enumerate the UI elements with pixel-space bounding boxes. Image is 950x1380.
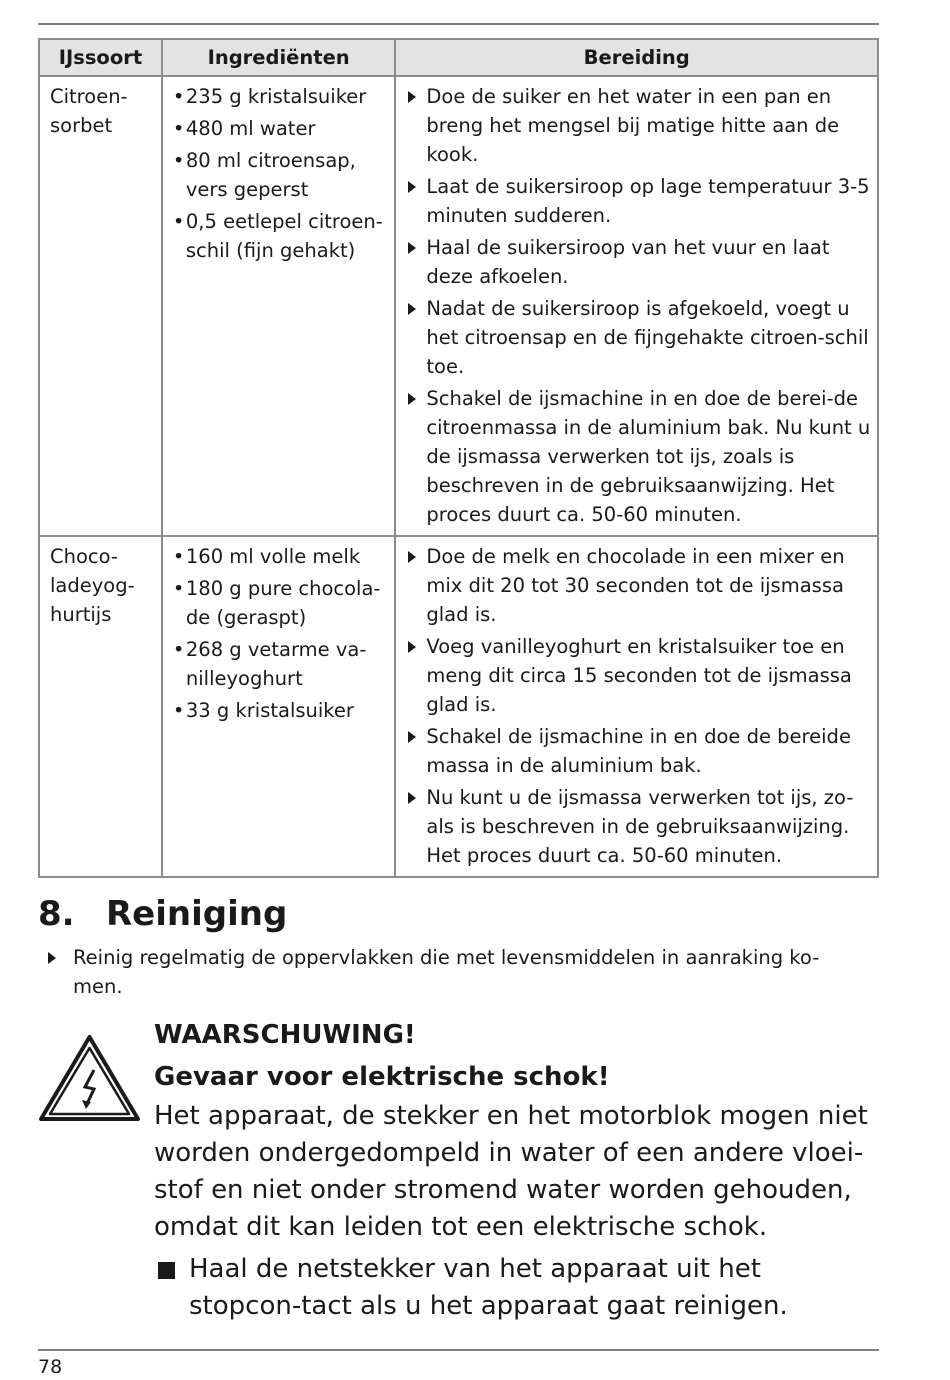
triangle-bullet-icon <box>408 731 416 743</box>
preparation-step <box>406 632 871 719</box>
triangle-bullet-icon <box>48 952 56 964</box>
ingredient-item: • 33 g kristalsuiker <box>173 696 389 725</box>
ingredient-list <box>173 82 389 265</box>
warning-instruction <box>154 1251 879 1325</box>
square-bullet-icon <box>158 1262 175 1279</box>
table-row <box>39 536 878 877</box>
ingredients-cell <box>162 536 396 877</box>
ingredient-item: • 180 g pure chocola-de (geraspt) <box>173 574 389 632</box>
preparation-cell <box>395 536 878 877</box>
preparation-steps <box>406 82 871 529</box>
electric-shock-warning-icon <box>38 1034 141 1122</box>
warning-subtitle: Gevaar voor elektrische schok! <box>154 1062 610 1092</box>
ingredient-item: • 235 g kristalsuiker <box>173 82 389 111</box>
preparation-step-text: Schakel de ijsmachine in en doe de bereide massa in de aluminium bak. <box>426 725 851 777</box>
preparation-step-text: Doe de melk en chocolade in een mixer en mix dit 20 tot 30 seconden tot de ijsmassa glad is. <box>426 545 845 626</box>
ingredient-item: • 0,5 eetlepel citroen-schil (fijn gehakt) <box>173 207 389 265</box>
header-bereiding: Bereiding <box>395 39 878 76</box>
ingredient-list <box>173 542 389 725</box>
preparation-step-text: Doe de suiker en het water in een pan en breng het mengsel bij matige hitte aan de kook. <box>426 85 840 166</box>
triangle-bullet-icon <box>408 792 416 804</box>
preparation-step <box>406 384 871 529</box>
triangle-bullet-icon <box>408 641 416 653</box>
preparation-step-text: Nadat de suikersiroop is afgekoeld, voegt u het citroensap en de fijngehakte citroen-schil toe. <box>426 297 869 378</box>
ingredients-cell <box>162 76 396 536</box>
preparation-step-text: Schakel de ijsmachine in en doe de berei-de citroenmassa in de aluminium bak. Nu kunt u de ijsmassa verwerken tot ijs, zoals is beschreven in de gebruiksaanwijzing. Het proces duurt ca. 50-60 minuten. <box>426 387 871 526</box>
triangle-bullet-icon <box>408 181 416 193</box>
warning-block <box>154 1014 879 1325</box>
table-header-row <box>39 39 878 76</box>
preparation-step-text: Laat de suikersiroop op lage temperatuur 3-5 minuten sudderen. <box>426 175 870 227</box>
warning-title: WAARSCHUWING! <box>154 1020 416 1050</box>
section-heading <box>38 892 287 936</box>
ingredient-item: • 160 ml volle melk <box>173 542 389 571</box>
section-number: 8. <box>38 894 75 934</box>
header-ijssoort: IJssoort <box>39 39 162 76</box>
preparation-step-text: Nu kunt u de ijsmassa verwerken tot ijs, zo-als is beschreven in de gebruiksaanwijzing. Het proces duurt ca. 50-60 minuten. <box>426 786 854 867</box>
ingredient-item: • 480 ml water <box>173 114 389 143</box>
preparation-step <box>406 172 871 230</box>
section-title: Reiniging <box>106 894 288 934</box>
ingredient-item: • 268 g vetarme va-nilleyoghurt <box>173 635 389 693</box>
top-rule <box>38 23 879 25</box>
preparation-steps <box>406 542 871 870</box>
preparation-step <box>406 783 871 870</box>
preparation-step-text: Voeg vanilleyoghurt en kristalsuiker toe en meng dit circa 15 seconden tot de ijsmassa glad is. <box>426 635 852 716</box>
ice-type-cell: Choco- ladeyog- hurtijs <box>39 536 162 877</box>
triangle-bullet-icon <box>408 303 416 315</box>
cleaning-instruction <box>38 943 858 1001</box>
preparation-step <box>406 82 871 169</box>
page-number: 78 <box>38 1356 63 1378</box>
preparation-step <box>406 542 871 629</box>
recipe-table <box>38 38 879 878</box>
bottom-rule <box>38 1349 879 1351</box>
header-ingredienten: Ingrediënten <box>162 39 396 76</box>
preparation-step <box>406 294 871 381</box>
triangle-bullet-icon <box>408 551 416 563</box>
preparation-step <box>406 722 871 780</box>
table-row <box>39 76 878 536</box>
preparation-cell <box>395 76 878 536</box>
ingredient-item: • 80 ml citroensap, vers geperst <box>173 146 389 204</box>
triangle-bullet-icon <box>408 393 416 405</box>
triangle-bullet-icon <box>408 91 416 103</box>
preparation-step-text: Haal de suikersiroop van het vuur en laat deze afkoelen. <box>426 236 830 288</box>
warning-instruction-text: Haal de netstekker van het apparaat uit het stopcon-tact als u het apparaat gaat reinigen. <box>189 1254 788 1321</box>
cleaning-instruction-text: Reinig regelmatig de oppervlakken die met levensmiddelen in aanraking ko-men. <box>73 946 820 998</box>
ice-type-cell: Citroen- sorbet <box>39 76 162 536</box>
triangle-bullet-icon <box>408 242 416 254</box>
preparation-step <box>406 233 871 291</box>
warning-text: Het apparaat, de stekker en het motorblok mogen niet worden ondergedompeld in water of een andere vloei-stof en niet onder stromend water worden gehouden, omdat dit kan leiden tot een elektrische schok. <box>154 1101 868 1242</box>
